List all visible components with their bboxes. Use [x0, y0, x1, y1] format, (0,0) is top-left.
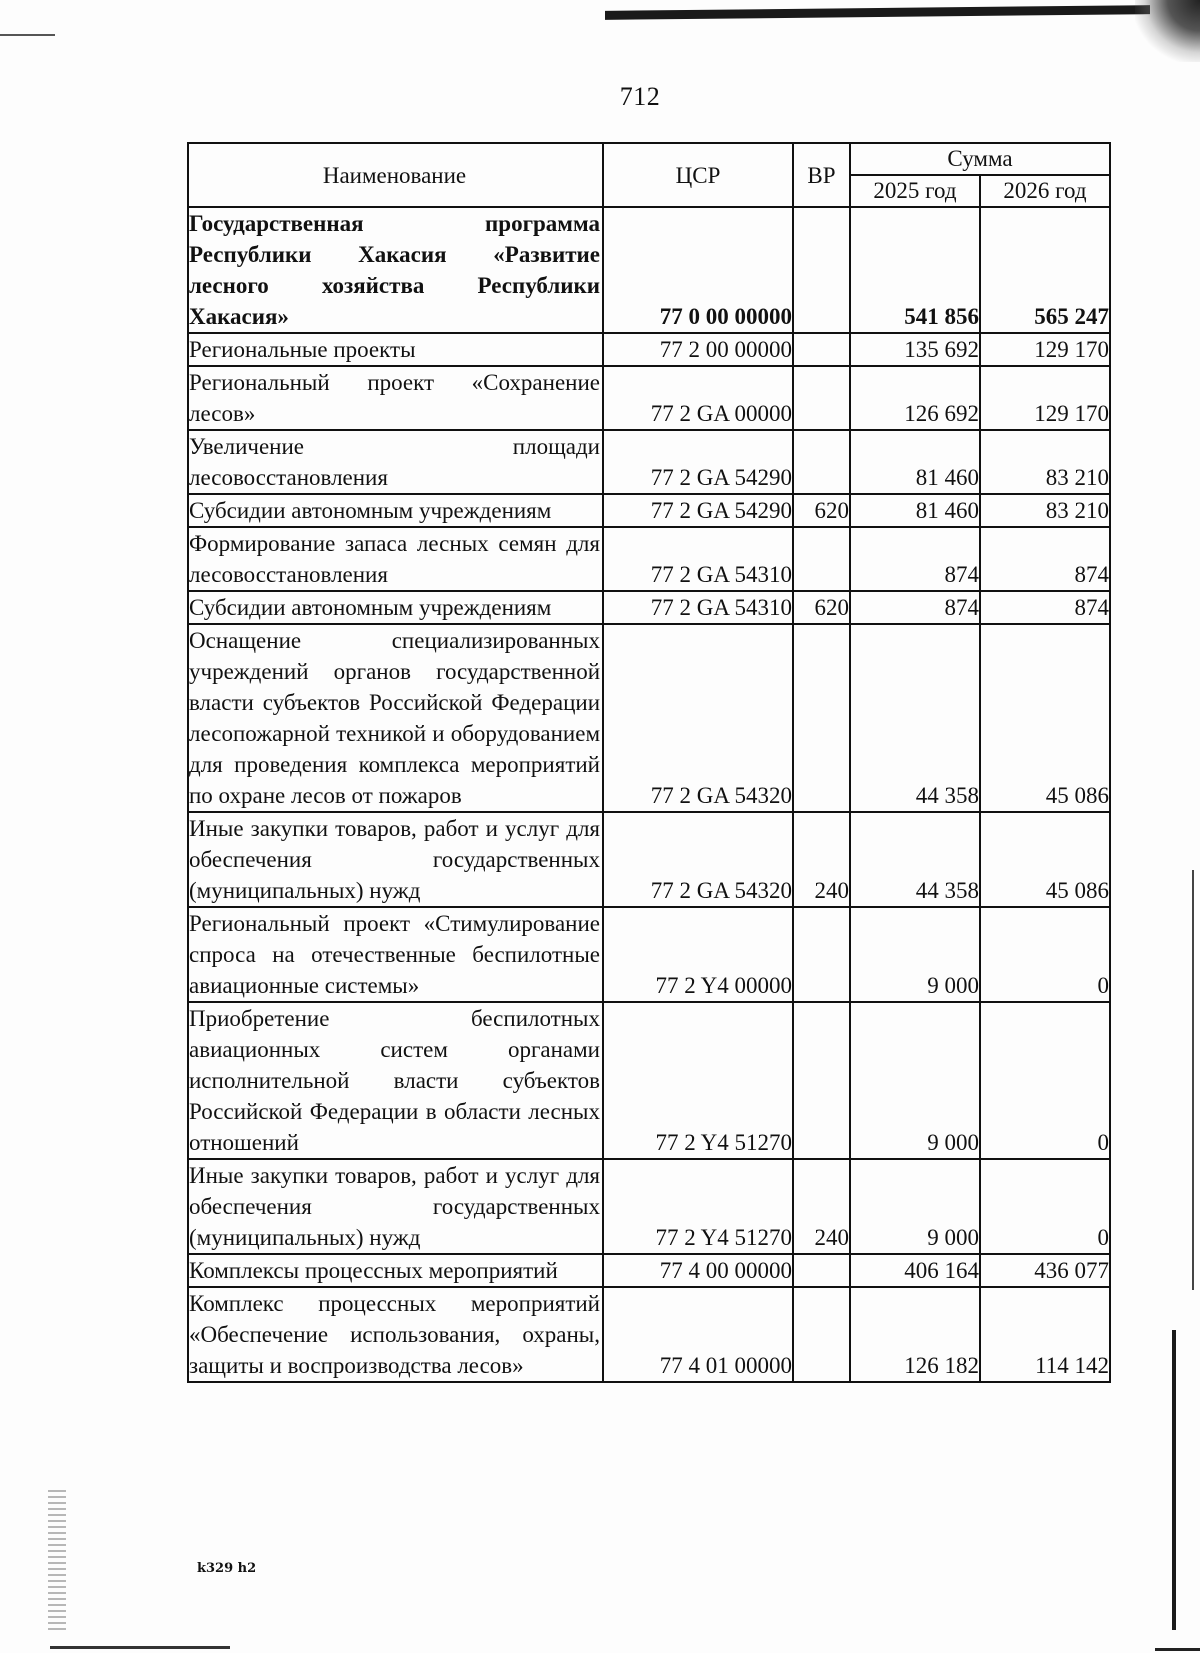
cell-2026: 45 086 [980, 812, 1110, 907]
cell-vr [793, 907, 850, 1002]
cell-name: Иные закупки товаров, работ и услуг для обеспечения государственных (муниципальных) нужд [188, 812, 603, 907]
header-name: Наименование [188, 143, 603, 207]
cell-2025: 9 000 [850, 1159, 980, 1254]
cell-vr: 240 [793, 812, 850, 907]
cell-name: Комплексы процессных мероприятий [188, 1254, 603, 1287]
table-row [188, 527, 1110, 591]
cell-csr: 77 4 01 00000 [603, 1287, 793, 1382]
cell-name: Государственная программа Республики Хакасия «Развитие лесного хозяйства Республики Хакасия» [188, 207, 603, 333]
cell-vr [793, 333, 850, 366]
cell-name: Иные закупки товаров, работ и услуг для обеспечения государственных (муниципальных) нужд [188, 1159, 603, 1254]
header-year-2026: 2026 год [980, 175, 1110, 207]
scan-border-artifact [1155, 1648, 1200, 1651]
table-row [188, 333, 1110, 366]
cell-name: Формирование запаса лесных семян для лесовосстановления [188, 527, 603, 591]
cell-vr: 240 [793, 1159, 850, 1254]
cell-name: Региональные проекты [188, 333, 603, 366]
cell-2025: 541 856 [850, 207, 980, 333]
cell-name: Субсидии автономным учреждениям [188, 494, 603, 527]
table-row [188, 624, 1110, 812]
cell-2026: 129 170 [980, 333, 1110, 366]
cell-2026: 83 210 [980, 494, 1110, 527]
cell-csr: 77 2 Y4 51270 [603, 1002, 793, 1159]
cell-name: Увеличение площади лесовосстановления [188, 430, 603, 494]
header-sum: Сумма [850, 143, 1110, 175]
table-body [188, 207, 1110, 1382]
header-vr: ВР [793, 143, 850, 207]
cell-vr: 620 [793, 494, 850, 527]
cell-2025: 81 460 [850, 494, 980, 527]
table-row [188, 1287, 1110, 1382]
cell-2025: 9 000 [850, 1002, 980, 1159]
header-year-2025: 2025 год [850, 175, 980, 207]
cell-name: Оснащение специализированных учреждений органов государственной власти субъектов Российской Федерации лесопожарной техникой и оборудованием для проведения комплекса мероприятий по охране лесов от пожаров [188, 624, 603, 812]
cell-vr [793, 624, 850, 812]
cell-2026: 0 [980, 1159, 1110, 1254]
cell-2025: 135 692 [850, 333, 980, 366]
scan-corner-artifact [1135, 0, 1200, 62]
cell-vr [793, 207, 850, 333]
cell-csr: 77 2 GA 54320 [603, 812, 793, 907]
scan-border-artifact [50, 1646, 230, 1649]
scan-border-artifact [0, 34, 55, 36]
cell-vr [793, 527, 850, 591]
cell-csr: 77 4 00 00000 [603, 1254, 793, 1287]
cell-name: Комплекс процессных мероприятий «Обеспечение использования, охраны, защиты и воспроизводства лесов» [188, 1287, 603, 1382]
cell-2025: 874 [850, 527, 980, 591]
table-row [188, 1159, 1110, 1254]
cell-csr: 77 0 00 00000 [603, 207, 793, 333]
cell-csr: 77 2 GA 54290 [603, 430, 793, 494]
footer-code: k329 h2 [197, 1561, 257, 1576]
cell-2026: 45 086 [980, 624, 1110, 812]
cell-2026: 129 170 [980, 366, 1110, 430]
table-row [188, 1254, 1110, 1287]
cell-2026: 565 247 [980, 207, 1110, 333]
scan-border-artifact [605, 5, 1150, 20]
cell-csr: 77 2 GA 54320 [603, 624, 793, 812]
cell-2025: 406 164 [850, 1254, 980, 1287]
cell-2025: 44 358 [850, 624, 980, 812]
cell-2025: 44 358 [850, 812, 980, 907]
cell-2026: 83 210 [980, 430, 1110, 494]
cell-vr [793, 366, 850, 430]
table-row [188, 494, 1110, 527]
cell-vr [793, 430, 850, 494]
scan-border-artifact [1192, 870, 1194, 1290]
table-row [188, 591, 1110, 624]
cell-csr: 77 2 Y4 00000 [603, 907, 793, 1002]
cell-2025: 81 460 [850, 430, 980, 494]
table-row [188, 207, 1110, 333]
cell-2026: 0 [980, 1002, 1110, 1159]
table-row [188, 366, 1110, 430]
cell-csr: 77 2 GA 54310 [603, 591, 793, 624]
cell-2025: 9 000 [850, 907, 980, 1002]
cell-name: Региональный проект «Сохранение лесов» [188, 366, 603, 430]
cell-2026: 874 [980, 591, 1110, 624]
budget-table [187, 142, 1111, 1383]
cell-vr: 620 [793, 591, 850, 624]
cell-csr: 77 2 GA 00000 [603, 366, 793, 430]
cell-vr [793, 1254, 850, 1287]
cell-name: Региональный проект «Стимулирование спроса на отечественные беспилотные авиационные системы» [188, 907, 603, 1002]
table-row [188, 430, 1110, 494]
scan-border-artifact [1172, 1330, 1176, 1630]
scan-noise-artifact [48, 1490, 66, 1630]
table-row [188, 1002, 1110, 1159]
table-row [188, 812, 1110, 907]
cell-2025: 126 182 [850, 1287, 980, 1382]
cell-name: Приобретение беспилотных авиационных систем органами исполнительной власти субъектов Российской Федерации в области лесных отношений [188, 1002, 603, 1159]
cell-csr: 77 2 00 00000 [603, 333, 793, 366]
cell-csr: 77 2 GA 54310 [603, 527, 793, 591]
cell-name: Субсидии автономным учреждениям [188, 591, 603, 624]
cell-2026: 874 [980, 527, 1110, 591]
page-number: 712 [619, 82, 661, 111]
cell-csr: 77 2 GA 54290 [603, 494, 793, 527]
header-csr: ЦСР [603, 143, 793, 207]
table-row [188, 907, 1110, 1002]
cell-csr: 77 2 Y4 51270 [603, 1159, 793, 1254]
cell-2025: 126 692 [850, 366, 980, 430]
cell-vr [793, 1002, 850, 1159]
cell-vr [793, 1287, 850, 1382]
cell-2026: 436 077 [980, 1254, 1110, 1287]
cell-2026: 114 142 [980, 1287, 1110, 1382]
cell-2026: 0 [980, 907, 1110, 1002]
cell-2025: 874 [850, 591, 980, 624]
